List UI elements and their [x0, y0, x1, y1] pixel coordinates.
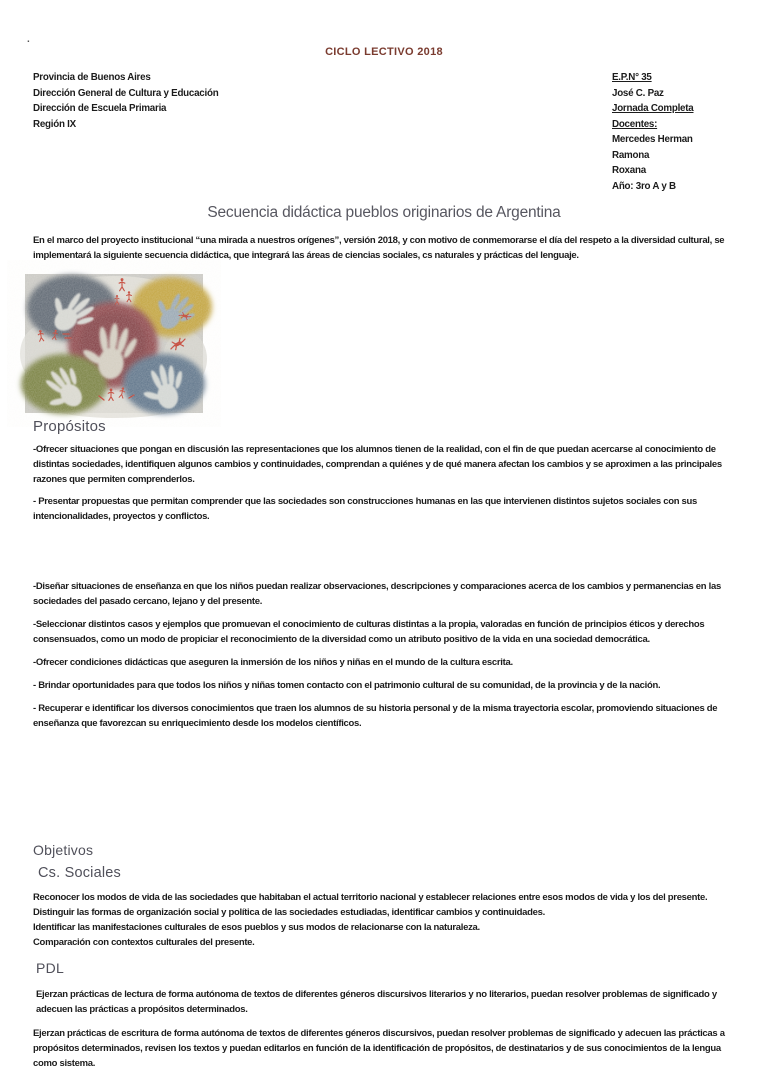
docente-name-2: Ramona	[612, 149, 650, 161]
propositos-item-presentar-propuestas: - Presentar propuestas que permitan comprender que las sociedades son construcciones humanas en las que intervienen distintos sujetos sociales con sus intencionalidades, proyectos y conflictos.	[33, 496, 698, 522]
propositos-item-ofrecer-situaciones: -Ofrecer situaciones que pongan en discusión las representaciones que los alumnos tienen de la realidad, con el fin de que puedan acercarse al conocimiento de distintas sociedades, identifiquen algunos cambios y continuidades, comprendan a quiénes y de qué manera afectan los cambios y se aproximen a las principales razones que permiten comprenderlos.	[33, 444, 722, 485]
letterhead-line-direccion-primaria: Dirección de Escuela Primaria	[33, 103, 167, 114]
letterhead-right-block	[612, 70, 740, 194]
cs-sociales-heading: Cs. Sociales	[38, 865, 121, 881]
objetivo-identificar: Identificar las manifestaciones culturales de esos pueblos y sus modos de relacionarse con la naturaleza.	[33, 922, 480, 933]
letterhead-left-block	[33, 70, 218, 194]
school-number: E.P.N° 35	[612, 72, 652, 83]
letterhead	[33, 70, 740, 194]
anio-label: Año: 3ro A y B	[612, 180, 676, 192]
objetivos-heading: Objetivos	[33, 842, 94, 858]
pdl-paragraph-escritura: Ejerzan prácticas de escritura de forma autónoma de textos de diferentes géneros discursivos, puedan resolver problemas de significado y adecuen las prácticas a propósitos determinados, revisen los textos y puedan editarlos en función de la identificación de propósitos, de destinatarios y de sus conocimientos de la lengua como sistema.	[33, 1028, 725, 1069]
objetivos-list	[33, 890, 740, 950]
propositos-group-a	[0, 442, 768, 524]
docente-name-3: Roxana	[612, 165, 646, 176]
objetivo-reconocer: Reconocer los modos de vida de las sociedades que habitaban el actual territorio nacional y establecer relaciones entre esos modos de vida y los del presente.	[33, 892, 708, 903]
propositos-heading: Propósitos	[33, 418, 106, 435]
propositos-group-b	[0, 579, 768, 731]
propositos-item-brindar-oportunidades: - Brindar oportunidades para que todos los niños y niñas tomen contacto con el patrimonio cultural de su comunidad, de la provincia y de la nación.	[33, 680, 661, 691]
corner-mark: .	[27, 34, 30, 45]
objetivo-distinguir: Distinguir las formas de organización social y política de las sociedades estudiadas, identificar cambios y continuidades.	[33, 907, 545, 918]
propositos-item-recuperar-identificar: - Recuperar e identificar los diversos conocimientos que traen los alumnos de su historia personal y de la misma trayectoria escolar, promoviendo situaciones de enseñanza que favorezcan su enriquecimiento desde los modelos científicos.	[33, 703, 718, 729]
pdl-paragraph-lectura: Ejerzan prácticas de lectura de forma autónoma de textos de diferentes géneros discursivos literarios y no literarios, puedan resolver problemas de significado y adecuen las prácticas a propósitos determinados.	[36, 989, 717, 1015]
jornada-label: Jornada Completa	[612, 103, 694, 114]
letterhead-line-region: Región IX	[33, 118, 76, 130]
ciclo-lectivo-title: CICLO LECTIVO 2018	[325, 46, 443, 58]
letterhead-line-direccion-general: Dirección General de Cultura y Educación	[33, 87, 219, 99]
page-title: Secuencia didáctica pueblos originarios de Argentina	[207, 204, 561, 221]
cave-art-handprints-image	[25, 274, 203, 413]
objetivo-comparacion: Comparación con contextos culturales del presente.	[33, 937, 255, 948]
school-city: José C. Paz	[612, 87, 664, 99]
docentes-label: Docentes:	[612, 118, 658, 130]
propositos-item-disenar-situaciones: -Diseñar situaciones de enseñanza en que los niños puedan realizar observaciones, descripciones y comparaciones acerca de los cambios y permanencias en las sociedades del pasado cercano, lejano y del presente.	[33, 581, 721, 607]
docente-name-1: Mercedes Herman	[612, 134, 693, 145]
letterhead-line-provincia: Provincia de Buenos Aires	[33, 72, 151, 83]
intro-paragraph: En el marco del proyecto institucional “una mirada a nuestros orígenes”, versión 2018, y con motivo de conmemorarse el día del respeto a la diversidad cultural, se implementará la siguiente secuencia didáctica, que integrará las áreas de ciencias sociales, cs naturales y prácticas del lenguaje.	[33, 235, 725, 261]
pdl-heading: PDL	[36, 960, 65, 976]
propositos-item-ofrecer-condiciones: -Ofrecer condiciones didácticas que aseguren la inmersión de los niños y niñas en el mundo de la cultura escrita.	[33, 657, 513, 668]
propositos-item-seleccionar-casos: -Seleccionar distintos casos y ejemplos que promuevan el conocimiento de culturas distintas a la propia, valoradas en función de principios éticos y derechos consensuados, como un modo de propiciar el reconocimiento de la diversidad como un atributo positivo de la vida en una sociedad democrática.	[33, 619, 705, 645]
